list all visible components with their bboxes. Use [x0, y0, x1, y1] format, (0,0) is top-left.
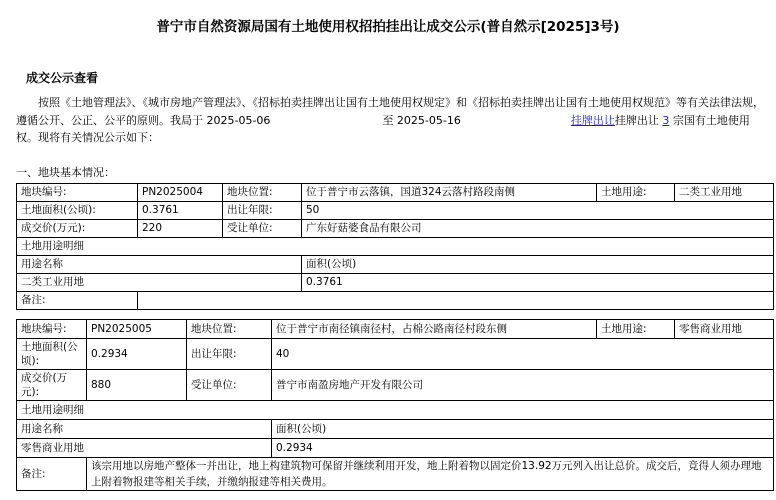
table-row: [17, 438, 774, 457]
label-area: 土地面积(公顷):: [17, 338, 87, 369]
label-location: 地块位置:: [187, 319, 272, 338]
winner-value: 普宁市南盈房地产开发有限公司: [272, 369, 774, 400]
usage-area-header: 面积(公顷): [302, 255, 774, 273]
table-row: [17, 319, 774, 338]
term-value: 40: [272, 338, 774, 369]
table-row: [17, 291, 774, 309]
table-row: [17, 183, 774, 201]
section-heading: 成交公示查看: [26, 71, 99, 85]
label-price: 成交价(万元):: [17, 369, 87, 400]
intro-paragraph: [16, 94, 764, 147]
usage-name-header: 用途名称: [17, 419, 272, 438]
table-row: [17, 457, 774, 490]
plot-no-value: PN2025004: [138, 183, 223, 201]
label-area: 土地面积(公顷):: [17, 201, 138, 219]
usage-name-value: 零售商业用地: [17, 438, 272, 457]
label-winner: 受让单位:: [187, 369, 272, 400]
label-usage: 土地用途:: [597, 183, 675, 201]
label-usage: 土地用途:: [597, 319, 675, 338]
usage-name-value: 二类工业用地: [17, 273, 302, 291]
intro-text-4: 宗国有土地使用权。现将有关情况公示如下：: [16, 113, 750, 144]
table-row: [17, 419, 774, 438]
usage-value: 二类工业用地: [675, 183, 774, 201]
label-remarks: 备注:: [17, 291, 138, 309]
usage-detail-heading: 土地用途明细: [17, 237, 774, 255]
basic-info-heading: 一、地块基本情况：: [16, 165, 115, 179]
table-row: [17, 201, 774, 219]
page-title: 普宁市自然资源局国有土地使用权招拍挂出让成交公示(普自然示[2025]3号): [156, 19, 620, 35]
remarks-value: [138, 291, 774, 309]
label-plot-no: 地块编号:: [17, 183, 138, 201]
price-value: 220: [138, 219, 223, 237]
usage-name-header: 用途名称: [17, 255, 302, 273]
label-remarks: 备注:: [17, 457, 87, 490]
table-row: [17, 237, 774, 255]
usage-area-value: 0.3761: [302, 273, 774, 291]
table-row: [17, 369, 774, 400]
table-row: [17, 273, 774, 291]
area-value: 0.3761: [138, 201, 223, 219]
plot-table: [16, 183, 774, 310]
label-term: 出让年限:: [223, 201, 302, 219]
area-value: 0.2934: [87, 338, 187, 369]
intro-text-3: 挂牌出让: [614, 113, 659, 127]
table-row: [17, 255, 774, 273]
usage-area-header: 面积(公顷): [272, 419, 774, 438]
label-price: 成交价(万元):: [17, 219, 138, 237]
label-location: 地块位置:: [223, 183, 302, 201]
usage-value: 零售商业用地: [675, 319, 774, 338]
label-winner: 受让单位:: [223, 219, 302, 237]
table-row: [17, 338, 774, 369]
intro-text-2: 至 2025-05-16: [382, 113, 461, 127]
remarks-value: 该宗用地以房地产整体一并出让，地上构建筑物可保留并继续利用开发，地上附着物以固定价13.92万元列入出让总价。成交后，竞得人须办理地上附着物报建等相关手续，并缴纳报建等相关费用。: [87, 457, 774, 490]
plot-count-link[interactable]: 3: [662, 113, 670, 127]
winner-value: 广东好菇婆食品有限公司: [302, 219, 774, 237]
plot-table: [16, 319, 774, 491]
location-value: 位于普宁市云落镇，国道324云落村路段南侧: [302, 183, 597, 201]
price-value: 880: [87, 369, 187, 400]
usage-area-value: 0.2934: [272, 438, 774, 457]
label-plot-no: 地块编号:: [17, 319, 87, 338]
location-value: 位于普宁市南径镇南径村，占棉公路南径村段东侧: [272, 319, 597, 338]
table-row: [17, 400, 774, 419]
term-value: 50: [302, 201, 774, 219]
usage-detail-heading: 土地用途明细: [17, 400, 774, 419]
table-row: [17, 219, 774, 237]
intro-text-1: 按照《土地管理法》、《城市房地产管理法》、《招标拍卖挂牌出让国有土地使用权规定》和《招标拍卖挂牌出让国有土地使用权规范》等有关法律法规，遵循公开、公正、公平的原则。我局于 2025-05-06: [16, 96, 764, 127]
plot-no-value: PN2025005: [87, 319, 187, 338]
listing-link[interactable]: 挂牌出让: [570, 113, 615, 127]
label-term: 出让年限:: [187, 338, 272, 369]
